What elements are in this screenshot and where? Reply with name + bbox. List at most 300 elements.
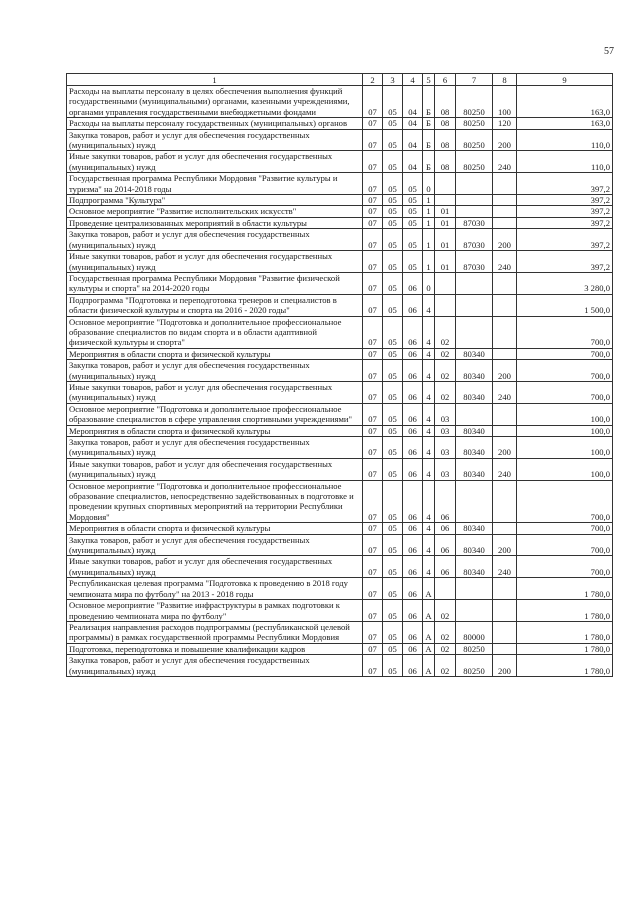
direction-code-cell [456, 403, 493, 425]
subsection-code-cell: 05 [383, 643, 403, 654]
row-name-cell: Закупка товаров, работ и услуг для обеспечения государственных (муниципальных) нужд [67, 655, 363, 677]
expense-type-cell: 200 [493, 655, 517, 677]
subsection-code-cell: 05 [383, 348, 403, 359]
row-name-cell: Иные закупки товаров, работ и услуг для обеспечения государственных (муниципальных) нужд [67, 458, 363, 480]
expense-type-cell [493, 348, 517, 359]
row-name-cell: Закупка товаров, работ и услуг для обеспечения государственных (муниципальных) нужд [67, 229, 363, 251]
direction-code-cell [456, 195, 493, 206]
subprogram-code-cell: 1 [423, 251, 435, 273]
table-row [67, 621, 613, 643]
event-code-cell: 01 [435, 251, 456, 273]
subsection-code-cell: 05 [383, 534, 403, 556]
subsection-code-cell: 05 [383, 129, 403, 151]
subprogram-code-cell: А [423, 600, 435, 622]
table-row [67, 206, 613, 217]
amount-cell: 700,0 [517, 360, 613, 382]
section-code-cell: 07 [363, 360, 383, 382]
direction-code-cell: 80340 [456, 381, 493, 403]
amount-cell: 397,2 [517, 251, 613, 273]
direction-code-cell: 87030 [456, 217, 493, 228]
subprogram-code-cell: А [423, 643, 435, 654]
program-code-cell: 05 [403, 251, 423, 273]
event-code-cell: 02 [435, 348, 456, 359]
row-name-cell: Республиканская целевая программа "Подготовка к проведению в 2018 году чемпионата мира по футболу" на 2013 - 2018 годы [67, 578, 363, 600]
program-code-cell: 06 [403, 403, 423, 425]
table-row [67, 294, 613, 316]
program-code-cell: 06 [403, 643, 423, 654]
row-name-cell: Государственная программа Республики Мордовия "Развитие физической культуры и спорта" на 2014-2020 годы [67, 272, 363, 294]
amount-cell: 397,2 [517, 206, 613, 217]
header-cell: 7 [456, 74, 493, 86]
amount-cell: 1 780,0 [517, 643, 613, 654]
amount-cell: 397,2 [517, 217, 613, 228]
program-code-cell: 06 [403, 600, 423, 622]
subsection-code-cell: 05 [383, 294, 403, 316]
row-name-cell: Государственная программа Республики Мордовия "Развитие культуры и туризма" на 2014-2018 годы [67, 173, 363, 195]
event-code-cell: 02 [435, 643, 456, 654]
section-code-cell: 07 [363, 578, 383, 600]
section-code-cell: 07 [363, 294, 383, 316]
expense-type-cell [493, 195, 517, 206]
row-name-cell: Иные закупки товаров, работ и услуг для обеспечения государственных (муниципальных) нужд [67, 151, 363, 173]
expense-type-cell [493, 425, 517, 436]
header-cell: 6 [435, 74, 456, 86]
section-code-cell: 07 [363, 118, 383, 129]
table-row [67, 316, 613, 348]
header-cell: 5 [423, 74, 435, 86]
section-code-cell: 07 [363, 151, 383, 173]
row-name-cell: Расходы на выплаты персоналу государственных (муниципальных) органов [67, 118, 363, 129]
subsection-code-cell: 05 [383, 217, 403, 228]
table-row [67, 229, 613, 251]
expense-type-cell [493, 480, 517, 523]
direction-code-cell [456, 272, 493, 294]
row-name-cell: Расходы на выплаты персоналу в целях обеспечения выполнения функций государственными (муниципальными) органами, казенными учреждениями, органами управления государственными внебюджетными фондами [67, 86, 363, 118]
amount-cell: 397,2 [517, 173, 613, 195]
expense-type-cell: 100 [493, 86, 517, 118]
section-code-cell: 07 [363, 381, 383, 403]
subprogram-code-cell: А [423, 655, 435, 677]
table-row [67, 534, 613, 556]
table-row [67, 360, 613, 382]
subsection-code-cell: 05 [383, 316, 403, 348]
event-code-cell [435, 195, 456, 206]
direction-code-cell [456, 600, 493, 622]
direction-code-cell: 80340 [456, 348, 493, 359]
program-code-cell: 06 [403, 381, 423, 403]
direction-code-cell: 80250 [456, 118, 493, 129]
event-code-cell: 08 [435, 86, 456, 118]
subsection-code-cell: 05 [383, 272, 403, 294]
amount-cell: 110,0 [517, 129, 613, 151]
program-code-cell: 04 [403, 118, 423, 129]
subsection-code-cell: 05 [383, 480, 403, 523]
direction-code-cell: 80340 [456, 437, 493, 459]
subsection-code-cell: 05 [383, 151, 403, 173]
row-name-cell: Мероприятия в области спорта и физической культуры [67, 425, 363, 436]
expense-type-cell [493, 643, 517, 654]
program-code-cell: 06 [403, 294, 423, 316]
section-code-cell: 07 [363, 425, 383, 436]
direction-code-cell: 80250 [456, 86, 493, 118]
row-name-cell: Иные закупки товаров, работ и услуг для обеспечения государственных (муниципальных) нужд [67, 251, 363, 273]
event-code-cell: 01 [435, 217, 456, 228]
table-row [67, 578, 613, 600]
amount-cell: 700,0 [517, 381, 613, 403]
table-row [67, 437, 613, 459]
amount-cell: 700,0 [517, 348, 613, 359]
section-code-cell: 07 [363, 523, 383, 534]
subprogram-code-cell: 1 [423, 217, 435, 228]
amount-cell: 397,2 [517, 195, 613, 206]
expense-type-cell: 200 [493, 229, 517, 251]
subprogram-code-cell: А [423, 621, 435, 643]
table-row [67, 403, 613, 425]
expense-type-cell [493, 523, 517, 534]
amount-cell: 1 780,0 [517, 655, 613, 677]
expense-type-cell [493, 316, 517, 348]
event-code-cell: 06 [435, 534, 456, 556]
section-code-cell: 07 [363, 272, 383, 294]
header-cell: 1 [67, 74, 363, 86]
event-code-cell: 02 [435, 655, 456, 677]
subprogram-code-cell: Б [423, 151, 435, 173]
subprogram-code-cell: 4 [423, 480, 435, 523]
table-row [67, 600, 613, 622]
subsection-code-cell: 05 [383, 523, 403, 534]
subprogram-code-cell: 1 [423, 206, 435, 217]
amount-cell: 3 280,0 [517, 272, 613, 294]
table-row [67, 272, 613, 294]
direction-code-cell: 80250 [456, 151, 493, 173]
section-code-cell: 07 [363, 206, 383, 217]
amount-cell: 110,0 [517, 151, 613, 173]
subsection-code-cell: 05 [383, 437, 403, 459]
program-code-cell: 06 [403, 272, 423, 294]
amount-cell: 1 780,0 [517, 621, 613, 643]
event-code-cell: 06 [435, 556, 456, 578]
event-code-cell: 02 [435, 316, 456, 348]
section-code-cell: 07 [363, 458, 383, 480]
section-code-cell: 07 [363, 173, 383, 195]
event-code-cell: 03 [435, 403, 456, 425]
row-name-cell: Проведение централизованных мероприятий в области культуры [67, 217, 363, 228]
direction-code-cell [456, 578, 493, 600]
subsection-code-cell: 05 [383, 206, 403, 217]
header-row [67, 74, 613, 86]
subprogram-code-cell: Б [423, 118, 435, 129]
subprogram-code-cell: 4 [423, 425, 435, 436]
subsection-code-cell: 05 [383, 578, 403, 600]
program-code-cell: 06 [403, 360, 423, 382]
direction-code-cell [456, 480, 493, 523]
event-code-cell: 08 [435, 118, 456, 129]
event-code-cell: 01 [435, 229, 456, 251]
expense-type-cell: 200 [493, 360, 517, 382]
direction-code-cell: 80340 [456, 556, 493, 578]
table-row [67, 151, 613, 173]
program-code-cell: 04 [403, 86, 423, 118]
program-code-cell: 05 [403, 173, 423, 195]
event-code-cell: 02 [435, 381, 456, 403]
subprogram-code-cell: 1 [423, 195, 435, 206]
subprogram-code-cell: 4 [423, 523, 435, 534]
table-row [67, 217, 613, 228]
subsection-code-cell: 05 [383, 251, 403, 273]
budget-table [66, 73, 613, 677]
program-code-cell: 06 [403, 480, 423, 523]
section-code-cell: 07 [363, 621, 383, 643]
amount-cell: 700,0 [517, 316, 613, 348]
row-name-cell: Закупка товаров, работ и услуг для обеспечения государственных (муниципальных) нужд [67, 534, 363, 556]
event-code-cell [435, 578, 456, 600]
direction-code-cell: 80000 [456, 621, 493, 643]
direction-code-cell: 80340 [456, 360, 493, 382]
section-code-cell: 07 [363, 403, 383, 425]
subprogram-code-cell: 4 [423, 360, 435, 382]
page-number: 57 [604, 46, 614, 57]
program-code-cell: 05 [403, 206, 423, 217]
header-cell: 2 [363, 74, 383, 86]
subsection-code-cell: 05 [383, 458, 403, 480]
event-code-cell: 02 [435, 360, 456, 382]
amount-cell: 163,0 [517, 118, 613, 129]
subprogram-code-cell: 0 [423, 173, 435, 195]
expense-type-cell [493, 272, 517, 294]
subsection-code-cell: 05 [383, 229, 403, 251]
event-code-cell: 08 [435, 151, 456, 173]
direction-code-cell [456, 206, 493, 217]
expense-type-cell: 240 [493, 151, 517, 173]
table-row [67, 643, 613, 654]
amount-cell: 700,0 [517, 480, 613, 523]
section-code-cell: 07 [363, 129, 383, 151]
row-name-cell: Иные закупки товаров, работ и услуг для обеспечения государственных (муниципальных) нужд [67, 381, 363, 403]
expense-type-cell: 240 [493, 251, 517, 273]
amount-cell: 100,0 [517, 437, 613, 459]
section-code-cell: 07 [363, 437, 383, 459]
row-name-cell: Подготовка, переподготовка и повышение квалификации кадров [67, 643, 363, 654]
expense-type-cell [493, 217, 517, 228]
row-name-cell: Основное мероприятие "Подготовка и дополнительное профессиональное образование специалистов в сфере управления спортивными учреждениями" [67, 403, 363, 425]
amount-cell: 100,0 [517, 403, 613, 425]
expense-type-cell [493, 578, 517, 600]
amount-cell: 1 500,0 [517, 294, 613, 316]
table-row [67, 173, 613, 195]
section-code-cell: 07 [363, 600, 383, 622]
section-code-cell: 07 [363, 229, 383, 251]
program-code-cell: 06 [403, 578, 423, 600]
expense-type-cell [493, 294, 517, 316]
row-name-cell: Мероприятия в области спорта и физической культуры [67, 348, 363, 359]
subprogram-code-cell: 4 [423, 534, 435, 556]
expense-type-cell: 240 [493, 458, 517, 480]
expense-type-cell: 200 [493, 437, 517, 459]
subsection-code-cell: 05 [383, 86, 403, 118]
program-code-cell: 04 [403, 151, 423, 173]
direction-code-cell: 80340 [456, 523, 493, 534]
expense-type-cell [493, 173, 517, 195]
program-code-cell: 05 [403, 217, 423, 228]
row-name-cell: Закупка товаров, работ и услуг для обеспечения государственных (муниципальных) нужд [67, 129, 363, 151]
row-name-cell: Основное мероприятие "Подготовка и дополнительное профессиональное образование специалистов, непосредственно задействованных в подготовке и проведении крупных спортивных мероприятий на территории Республики Мордовия" [67, 480, 363, 523]
section-code-cell: 07 [363, 195, 383, 206]
table-row [67, 523, 613, 534]
section-code-cell: 07 [363, 655, 383, 677]
program-code-cell: 06 [403, 523, 423, 534]
subsection-code-cell: 05 [383, 621, 403, 643]
event-code-cell: 03 [435, 425, 456, 436]
event-code-cell: 03 [435, 458, 456, 480]
event-code-cell [435, 173, 456, 195]
header-cell: 9 [517, 74, 613, 86]
table-row [67, 556, 613, 578]
event-code-cell: 06 [435, 523, 456, 534]
section-code-cell: 07 [363, 217, 383, 228]
subprogram-code-cell: 4 [423, 458, 435, 480]
subprogram-code-cell: 4 [423, 556, 435, 578]
amount-cell: 100,0 [517, 458, 613, 480]
table-row [67, 348, 613, 359]
event-code-cell: 01 [435, 206, 456, 217]
subprogram-code-cell: 0 [423, 272, 435, 294]
row-name-cell: Подпрограмма "Подготовка и переподготовка тренеров и специалистов в области физической культуры и спорта на 2016 - 2020 годы" [67, 294, 363, 316]
program-code-cell: 05 [403, 229, 423, 251]
table-row [67, 655, 613, 677]
row-name-cell: Подпрограмма "Культура" [67, 195, 363, 206]
direction-code-cell: 80250 [456, 655, 493, 677]
header-cell: 3 [383, 74, 403, 86]
subsection-code-cell: 05 [383, 360, 403, 382]
expense-type-cell: 240 [493, 556, 517, 578]
table-row [67, 425, 613, 436]
table-row [67, 118, 613, 129]
table-row [67, 86, 613, 118]
section-code-cell: 07 [363, 251, 383, 273]
expense-type-cell [493, 403, 517, 425]
section-code-cell: 07 [363, 556, 383, 578]
subprogram-code-cell: 4 [423, 294, 435, 316]
row-name-cell: Основное мероприятие "Развитие инфраструктуры в рамках подготовки к проведению чемпионата мира по футболу" [67, 600, 363, 622]
table-row [67, 458, 613, 480]
program-code-cell: 06 [403, 425, 423, 436]
subsection-code-cell: 05 [383, 600, 403, 622]
table-row [67, 129, 613, 151]
direction-code-cell: 80340 [456, 534, 493, 556]
subprogram-code-cell: 1 [423, 229, 435, 251]
section-code-cell: 07 [363, 480, 383, 523]
direction-code-cell: 80340 [456, 425, 493, 436]
table-row [67, 480, 613, 523]
subsection-code-cell: 05 [383, 425, 403, 436]
program-code-cell: 06 [403, 655, 423, 677]
header-cell: 8 [493, 74, 517, 86]
expense-type-cell [493, 206, 517, 217]
row-name-cell: Мероприятия в области спорта и физической культуры [67, 523, 363, 534]
subprogram-code-cell: 4 [423, 348, 435, 359]
row-name-cell: Основное мероприятие "Подготовка и дополнительное профессиональное образование специалистов по видам спорта и в области адаптивной физической культуры и спорта" [67, 316, 363, 348]
direction-code-cell: 80250 [456, 129, 493, 151]
program-code-cell: 06 [403, 621, 423, 643]
event-code-cell: 02 [435, 621, 456, 643]
event-code-cell: 03 [435, 437, 456, 459]
row-name-cell: Закупка товаров, работ и услуг для обеспечения государственных (муниципальных) нужд [67, 360, 363, 382]
expense-type-cell: 200 [493, 129, 517, 151]
table-row [67, 195, 613, 206]
event-code-cell [435, 294, 456, 316]
direction-code-cell: 87030 [456, 251, 493, 273]
subprogram-code-cell: 4 [423, 437, 435, 459]
program-code-cell: 06 [403, 316, 423, 348]
program-code-cell: 06 [403, 348, 423, 359]
header-cell: 4 [403, 74, 423, 86]
amount-cell: 700,0 [517, 534, 613, 556]
program-code-cell: 04 [403, 129, 423, 151]
subprogram-code-cell: 4 [423, 381, 435, 403]
section-code-cell: 07 [363, 348, 383, 359]
subsection-code-cell: 05 [383, 173, 403, 195]
section-code-cell: 07 [363, 534, 383, 556]
subsection-code-cell: 05 [383, 195, 403, 206]
direction-code-cell: 80340 [456, 458, 493, 480]
row-name-cell: Реализация направления расходов подпрограммы (республиканской целевой программы) в рамках государственной программы Республики Мордовия [67, 621, 363, 643]
row-name-cell: Иные закупки товаров, работ и услуг для обеспечения государственных (муниципальных) нужд [67, 556, 363, 578]
subsection-code-cell: 05 [383, 655, 403, 677]
subprogram-code-cell: А [423, 578, 435, 600]
event-code-cell: 02 [435, 600, 456, 622]
program-code-cell: 06 [403, 534, 423, 556]
expense-type-cell: 200 [493, 534, 517, 556]
amount-cell: 163,0 [517, 86, 613, 118]
program-code-cell: 06 [403, 437, 423, 459]
direction-code-cell: 87030 [456, 229, 493, 251]
amount-cell: 100,0 [517, 425, 613, 436]
expense-type-cell: 240 [493, 381, 517, 403]
expense-type-cell [493, 621, 517, 643]
event-code-cell: 06 [435, 480, 456, 523]
direction-code-cell [456, 173, 493, 195]
amount-cell: 700,0 [517, 556, 613, 578]
direction-code-cell: 80250 [456, 643, 493, 654]
subprogram-code-cell: Б [423, 86, 435, 118]
row-name-cell: Основное мероприятие "Развитие исполнительских искусств" [67, 206, 363, 217]
section-code-cell: 07 [363, 643, 383, 654]
expense-type-cell: 120 [493, 118, 517, 129]
section-code-cell: 07 [363, 316, 383, 348]
subsection-code-cell: 05 [383, 403, 403, 425]
expense-type-cell [493, 600, 517, 622]
subsection-code-cell: 05 [383, 556, 403, 578]
section-code-cell: 07 [363, 86, 383, 118]
subsection-code-cell: 05 [383, 118, 403, 129]
amount-cell: 700,0 [517, 523, 613, 534]
amount-cell: 1 780,0 [517, 578, 613, 600]
program-code-cell: 05 [403, 195, 423, 206]
event-code-cell: 08 [435, 129, 456, 151]
event-code-cell [435, 272, 456, 294]
amount-cell: 397,2 [517, 229, 613, 251]
row-name-cell: Закупка товаров, работ и услуг для обеспечения государственных (муниципальных) нужд [67, 437, 363, 459]
subprogram-code-cell: Б [423, 129, 435, 151]
direction-code-cell [456, 316, 493, 348]
table-row [67, 251, 613, 273]
subprogram-code-cell: 4 [423, 403, 435, 425]
program-code-cell: 06 [403, 556, 423, 578]
subsection-code-cell: 05 [383, 381, 403, 403]
subprogram-code-cell: 4 [423, 316, 435, 348]
amount-cell: 1 780,0 [517, 600, 613, 622]
table-row [67, 381, 613, 403]
